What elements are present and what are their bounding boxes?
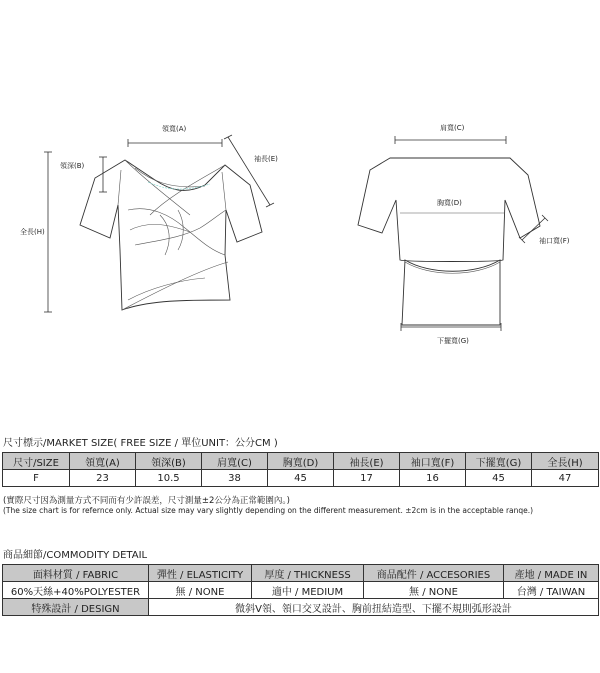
table-row (3, 599, 599, 616)
design-label-cell: 特殊設計 / DESIGN (3, 599, 149, 616)
label-total-length: 全長(H) (20, 228, 45, 236)
detail-cell: 無 / NONE (149, 582, 252, 599)
size-table-header-row (3, 453, 599, 470)
detail-header: 商品配件 / ACCESORIES (364, 565, 504, 582)
detail-header: 產地 / MADE IN (504, 565, 599, 582)
size-cell: 16 (400, 470, 466, 487)
label-hem-width: 下擺寬(G) (437, 337, 469, 345)
detail-table-header-row (3, 565, 599, 582)
table-row (3, 470, 599, 487)
table-row (3, 582, 599, 599)
size-cell: F (3, 470, 70, 487)
size-header: 肩寬(C) (202, 453, 268, 470)
detail-cell: 台灣 / TAIWAN (504, 582, 599, 599)
size-header: 袖口寬(F) (400, 453, 466, 470)
size-header: 全長(H) (532, 453, 599, 470)
size-cell: 47 (532, 470, 599, 487)
size-cell: 45 (466, 470, 532, 487)
label-sleeve-length: 袖長(E) (254, 155, 278, 163)
size-table (2, 452, 599, 487)
label-collar-width: 領寬(A) (162, 125, 187, 133)
size-cell: 17 (334, 470, 400, 487)
size-section-title: 尺寸標示/MARKET SIZE( FREE SIZE / 單位UNIT：公分CM ) (3, 438, 278, 449)
size-note-zh: (實際尺寸因為測量方式不同而有少許誤差，尺寸測量±2公分為正常範圍內。) (3, 496, 290, 506)
size-header: 尺寸/SIZE (3, 453, 70, 470)
detail-cell: 適中 / MEDIUM (252, 582, 364, 599)
detail-header: 面料材質 / FABRIC (3, 565, 149, 582)
front-view-garment (80, 160, 262, 310)
detail-header: 彈性 / ELASTICITY (149, 565, 252, 582)
label-chest-width: 胸寬(D) (437, 199, 462, 207)
detail-cell: 無 / NONE (364, 582, 504, 599)
label-shoulder-width: 肩寬(C) (440, 124, 465, 132)
back-view-garment (358, 158, 540, 325)
size-header: 胸寬(D) (268, 453, 334, 470)
size-cell: 10.5 (136, 470, 202, 487)
size-cell: 45 (268, 470, 334, 487)
detail-section-title: 商品細節/COMMODITY DETAIL (3, 550, 148, 561)
detail-cell: 60%天絲+40%POLYESTER (3, 582, 149, 599)
design-value-cell: 微斜V領、領口交叉設計、胸前扭結造型、下擺不規則弧形設計 (149, 599, 599, 616)
label-cuff-width: 袖口寬(F) (539, 237, 570, 245)
size-header: 領寬(A) (70, 453, 136, 470)
size-cell: 23 (70, 470, 136, 487)
detail-header: 厚度 / THICKNESS (252, 565, 364, 582)
label-collar-depth: 領深(B) (60, 162, 85, 170)
size-note-en: (The size chart is for refernce only. Actual size may vary slightly depending on the different measurement. ±2cm is in the acceptable ranqe.) (3, 506, 534, 515)
size-header: 領深(B) (136, 453, 202, 470)
size-header: 袖長(E) (334, 453, 400, 470)
size-cell: 38 (202, 470, 268, 487)
size-header: 下擺寬(G) (466, 453, 532, 470)
detail-table (2, 564, 599, 616)
